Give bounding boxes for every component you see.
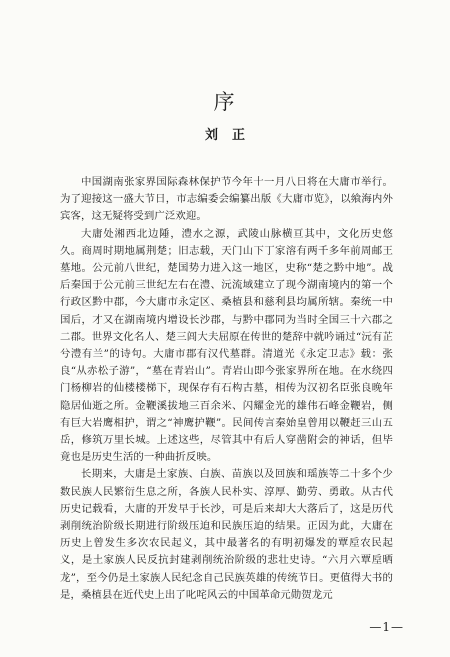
body-text — [60, 174, 393, 604]
paragraph-2: 大庸处湘西北边陲，澧水之源，武陵山脉横亘其中，文化历史悠久。商周时期地属荆楚；旧志载，天门山下丁家溶有两千多年前周邮王墓地。公元前八世纪，楚国势力进入这一地区，史称“楚之黔中地”。战后秦国于公元前三世纪左右在澧、沅流域建立了现今湖南境内的第一个行政区黔中郡，今大庸市永定区、桑植县和慈利县均属所辖。秦统一中国后，才又在湖南境内增设长沙郡，与黔中郡同为当时全国三十六郡之二郡。世界文化名人、楚三闾大夫屈原在传世的楚辞中就吟诵过“沅有芷兮澧有兰”的诗句。大庸市郡有汉代墓群。清道光《永定卫志》载：张良“从赤松子游”，“墓在青岩山”。青岩山即今张家界所在地。在水绕四门杨柳岩的仙楼楼梯下，现保存有石构古墓，相传为汉初名臣张良晚年隐居仙逝之所。金鞭溪拔地三百余米、闪耀金光的雄伟石峰金鞭岩，侧有巨大岩鹰相护，谓之“神鹰护鞭”。民间传言秦始皇曾用以鞭赶三山五岳，修筑万里长城。上述这些，尽管其中有后人穿凿附会的神话，但毕竟也是历史生活的一种曲折反映。 — [60, 227, 393, 464]
page-title: 序 — [213, 90, 237, 114]
paragraph-1: 中国湖南张家界国际森林保护节今年十一月八日将在大庸市举行。为了迎接这一盛大节日，市志编委会编纂出版《大庸市览》，以飨海内外宾客，这无疑将受到广泛欢迎。 — [60, 176, 393, 223]
paragraph-3: 长期来，大庸是土家族、白族、苗族以及回族和瑶族等二十多个少数民族人民繁衍生息之所，各族人民朴实、淳厚、勤劳、勇敢。从古代历史记载看，大庸的开发早于长沙，可是后来却大大落后了，这是历代剥削统治阶级长期进行阶级压迫和民族压迫的结果。正因为此，大庸在历史上曾发生多次农民起义，其中最著名的有明初爆发的覃垕农民起义，是土家族人民反抗封建剥削统治阶级的悲壮史诗。“六月六覃垕晒龙”，至今仍是土家族人民纪念自己民族英雄的传统节日。更值得大书的是，桑植县在近代史上出了叱咤风云的中国革命元勋贺龙元 — [60, 468, 393, 601]
page-number: —1— — [369, 620, 404, 634]
author-name: 刘正 — [204, 128, 259, 143]
